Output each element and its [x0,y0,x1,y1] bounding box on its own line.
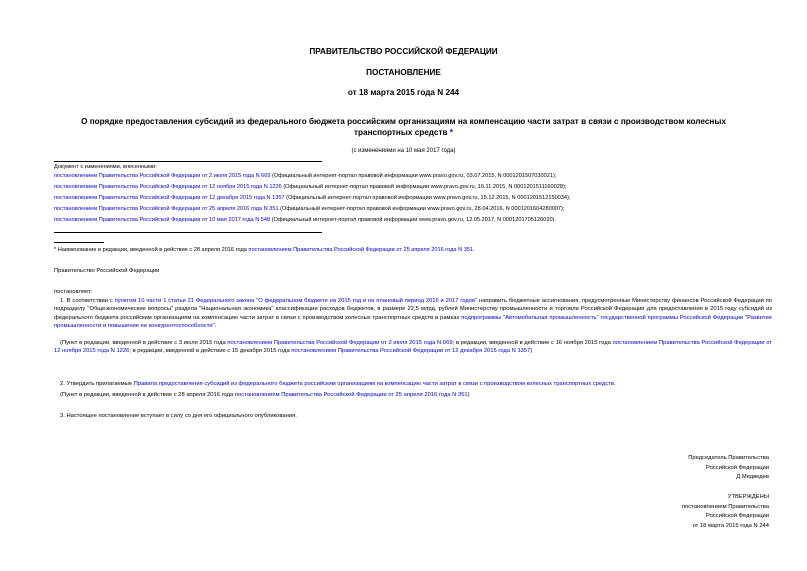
note-link[interactable]: постановлением Правительства Российской Федерации от 25 апреля 2016 года N 351 [234,392,468,398]
signature-country: Российской Федерации [705,464,769,471]
change-source: (Официальный интернет-портал правовой информации www.pravo.gov.ru, 15.12.2015, N 0001201512150034); [284,195,571,201]
paragraph-1-text: 1. В соответствии с [60,298,115,304]
note-text: (Пункт в редакции, введенной в действие с 3 июля 2015 года [60,340,228,346]
title-footnote-marker[interactable]: * [449,128,453,137]
amendment-note: (с изменениями на 10 мая 2017 года) [351,148,456,154]
paragraph-1-note [54,339,772,356]
paragraph-2 [54,380,772,388]
paragraph-2-note [54,391,470,399]
footnote-text: * Наименование в редакции, введенной в действие с 28 апреля 2016 года [54,247,249,253]
change-link[interactable]: постановлением Правительства Российской Федерации от 12 ноября 2015 года N 1226 [54,184,282,190]
signature-position: Председатель Правительства [688,455,769,461]
change-item [54,172,556,181]
change-source: (Официальный интернет-портал правовой информации www.pravo.gov.ru, 16.11.2015, N 0001201511160028); [281,184,567,190]
paragraph-2-text: 2. Утвердить прилагаемые [60,381,134,387]
divider-top [54,161,322,162]
approval-country: Российской Федерации [705,513,769,520]
subprogram-link[interactable]: подпрограммы "Автомобильная промышленность" государственной программы Российской Федерации "Развитие промышленности и повышение ее конкурентоспособности" [54,314,772,330]
note-text: ; в редакции, введенной в действие с 15 декабря 2015 года [129,348,292,355]
footnote-link[interactable]: постановлением Правительства Российской Федерации от 25 апреля 2016 года N 351 [248,247,474,253]
change-item [54,183,566,192]
paragraph-2-end: . [613,381,616,387]
change-link[interactable]: постановлением Правительства Российской Федерации от 25 апреля 2016 года N 351 [54,206,279,212]
document-type-heading: ПОСТАНОВЛЕНИЕ [366,68,441,77]
note-link[interactable]: постановлением Правительства Российской Федерации от 12 декабря 2015 года N 1357 [291,348,531,355]
decides-line: постановляет: [54,289,93,295]
government-heading: ПРАВИТЕЛЬСТВО РОССИЙСКОЙ ФЕДЕРАЦИИ [309,47,498,56]
paragraph-1 [54,297,772,331]
federal-law-link[interactable]: пунктом 10 части 1 статьи 21 Федерального закона "О федеральном бюджете на 2015 год и на плановый период 2016 и 2017 годов" [114,298,478,304]
document-title [70,116,737,138]
paragraph-3: 3. Настоящее постановление вступает в силу со дня его официального опубликования. [60,413,297,419]
government-line: Правительство Российской Федерации [54,268,160,274]
note-text: (Пункт в редакции, введенной в действие с 28 апреля 2016 года [60,392,235,398]
change-source: (Официальный интернет-портал правовой информации www.pravo.gov.ru, 28.04.2016, N 0001201604280007); [278,206,565,212]
paragraph-1-text: направить бюджетные ассигнования, предусмотренные Министерству финансов Российской Федерации по подразделу "Общеэкономические вопросы" раздела "Национальная экономика" классификации расходов бюджетов, в размере 22,5 млрд. рублей Министерству промышленности и торговли Российской Федерации для предоставления в 2015 году субсидий из федерального бюджета российским организациям на компенсацию части затрат в связи с производством колесных транспортных средств в рамках [54,298,772,321]
note-link[interactable]: постановлением Правительства Российской Федерации от 2 июля 2015 года N 669 [227,340,453,346]
rules-link[interactable]: Правила предоставления субсидий из федерального бюджета российским организациям на компенсацию части затрат в связи с производством колесных транспортных средств [133,381,614,387]
approval-date: от 18 марта 2015 года N 244 [692,522,769,529]
change-link[interactable]: постановлением Правительства Российской Федерации от 10 мая 2017 года N 548 [54,217,271,223]
changes-intro: Документ с изменениями, внесенными: [54,164,157,170]
signature-name: Д.Медведев [736,474,769,481]
change-source: (Официальный интернет-портал правовой информации www.pravo.gov.ru, 03.07.2015, N 0001201507030021); [270,173,557,179]
change-source: (Официальный интернет-портал правовой информации www.pravo.gov.ru, 12.05.2017, N 0001201705120020). [270,217,556,223]
signature-block [688,454,769,483]
title-footnote [54,246,475,255]
note-text: ) [530,348,533,355]
approval-block [682,493,769,531]
footnote-end: . [473,247,475,253]
note-link[interactable]: постановлением Правительства Российской Федерации от 12 ноября 2015 года N 1226 [54,340,772,355]
approval-by: постановлением Правительства [681,503,769,510]
change-item [54,216,556,225]
paragraph-1-end: . [214,323,217,330]
change-link[interactable]: постановлением Правительства Российской Федерации от 2 июля 2015 года N 669 [54,173,271,179]
note-text: ; в редакции, введенной в действие с 16 ноября 2015 года [452,340,613,346]
document-title-text: О порядке предоставления субсидий из федерального бюджета российским организациям на компенсацию части затрат в связи с производством колесных транспортных средств [81,117,726,137]
document-date-heading: от 18 марта 2015 года N 244 [347,88,460,97]
change-item [54,205,564,214]
divider-bottom [54,232,322,233]
footnote-rule [54,242,104,243]
change-link[interactable]: постановлением Правительства Российской Федерации от 12 декабря 2015 года N 1357 [54,195,285,201]
approval-title: УТВЕРЖДЕНЫ [727,494,769,500]
note-text: ) [467,392,470,398]
change-item [54,194,570,203]
